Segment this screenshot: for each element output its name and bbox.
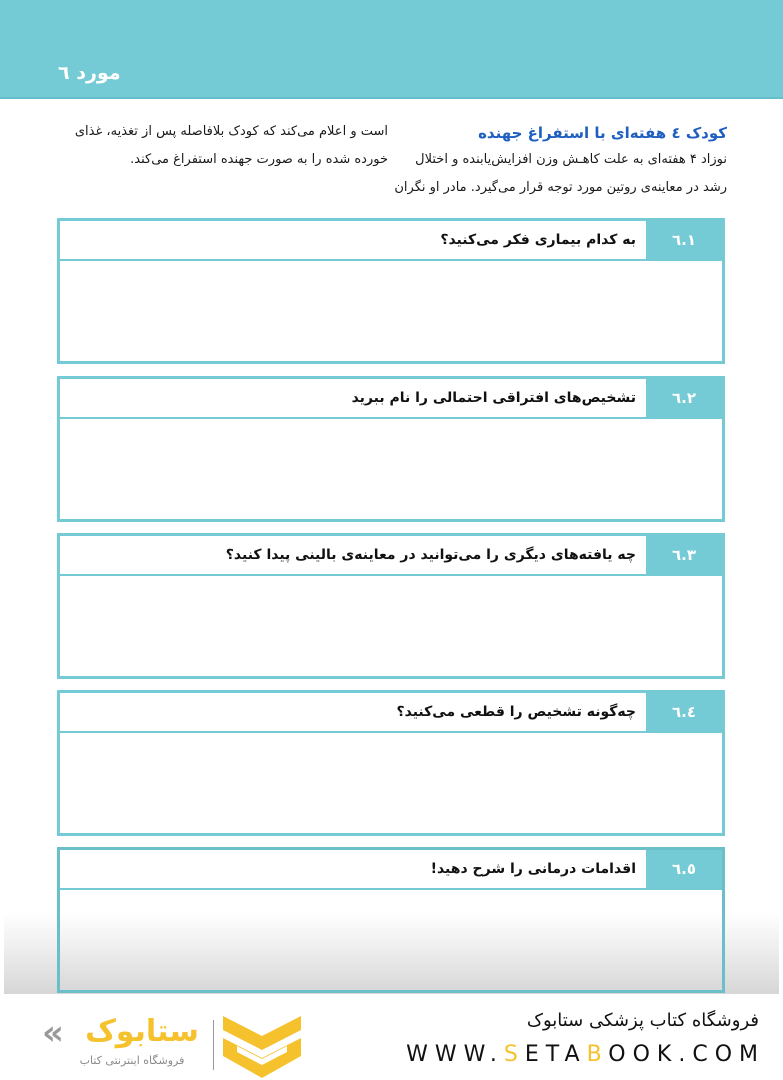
answer-area — [60, 419, 722, 519]
url-part: ETA — [524, 1042, 587, 1067]
question-number: ٦.١ — [646, 221, 722, 259]
case-title: مورد ٦ — [58, 62, 121, 84]
url-highlight: S — [503, 1042, 525, 1067]
question-box-5 — [57, 847, 725, 993]
question-header — [60, 379, 722, 419]
question-number: ٦.٥ — [646, 850, 722, 888]
description-line: رشد در معاینه‌ی روتین مورد توجه قرار می‌گیرد. مادر او نگران — [394, 180, 727, 195]
url-part: WWW. — [406, 1042, 504, 1067]
double-chevron-left-icon: « — [42, 1013, 64, 1053]
store-name: فروشگاه کتاب پزشکی ستابوک — [526, 1010, 759, 1031]
question-header — [60, 850, 722, 890]
question-text: چه یافته‌های دیگری را می‌توانید در معاینه‌ی بالینی پیدا کنید؟ — [225, 547, 636, 563]
question-header — [60, 221, 722, 261]
logo-wordmark: ستابوک — [85, 1014, 199, 1049]
setabook-logo — [40, 1012, 305, 1080]
url-highlight: B — [586, 1042, 609, 1067]
store-url[interactable] — [406, 1042, 765, 1067]
logo-subtitle: فروشگاه اینترنتی کتاب — [79, 1054, 185, 1067]
case-description-right — [387, 146, 727, 202]
answer-area — [60, 733, 722, 833]
description-line: خورده شده را به صورت جهنده استفراغ می‌کند. — [130, 152, 388, 167]
answer-area — [60, 261, 722, 361]
case-heading: کودک ٤ هفته‌ای با استفراغ جهنده — [478, 124, 727, 142]
chevron-down-icon — [223, 1016, 301, 1078]
question-text: اقدامات درمانی را شرح دهید! — [430, 861, 636, 877]
description-line: است و اعلام می‌کند که کودک بلافاصله پس از تغذیه، غذای — [74, 124, 388, 139]
answer-area — [60, 576, 722, 676]
question-number: ٦.٣ — [646, 536, 722, 574]
question-number: ٦.٢ — [646, 379, 722, 417]
question-text: به کدام بیماری فکر می‌کنید؟ — [440, 232, 636, 248]
question-box-1 — [57, 218, 725, 364]
url-part: OOK.COM — [608, 1042, 765, 1067]
question-header — [60, 693, 722, 733]
case-header-banner — [0, 0, 783, 99]
question-text: تشخیص‌های افتراقی احتمالی را نام ببرید — [351, 390, 636, 406]
question-text: چه‌گونه تشخیص را قطعی می‌کنید؟ — [396, 704, 636, 720]
question-box-3 — [57, 533, 725, 679]
question-number: ٦.٤ — [646, 693, 722, 731]
question-header — [60, 536, 722, 576]
case-description-left — [52, 118, 388, 174]
description-line: نوزاد ۴ هفته‌ای به علت کاهـش وزن افزایش‌یابنده و اختلال — [415, 152, 727, 167]
logo-divider — [213, 1020, 214, 1070]
question-box-2 — [57, 376, 725, 522]
question-box-4 — [57, 690, 725, 836]
answer-area — [60, 890, 722, 990]
